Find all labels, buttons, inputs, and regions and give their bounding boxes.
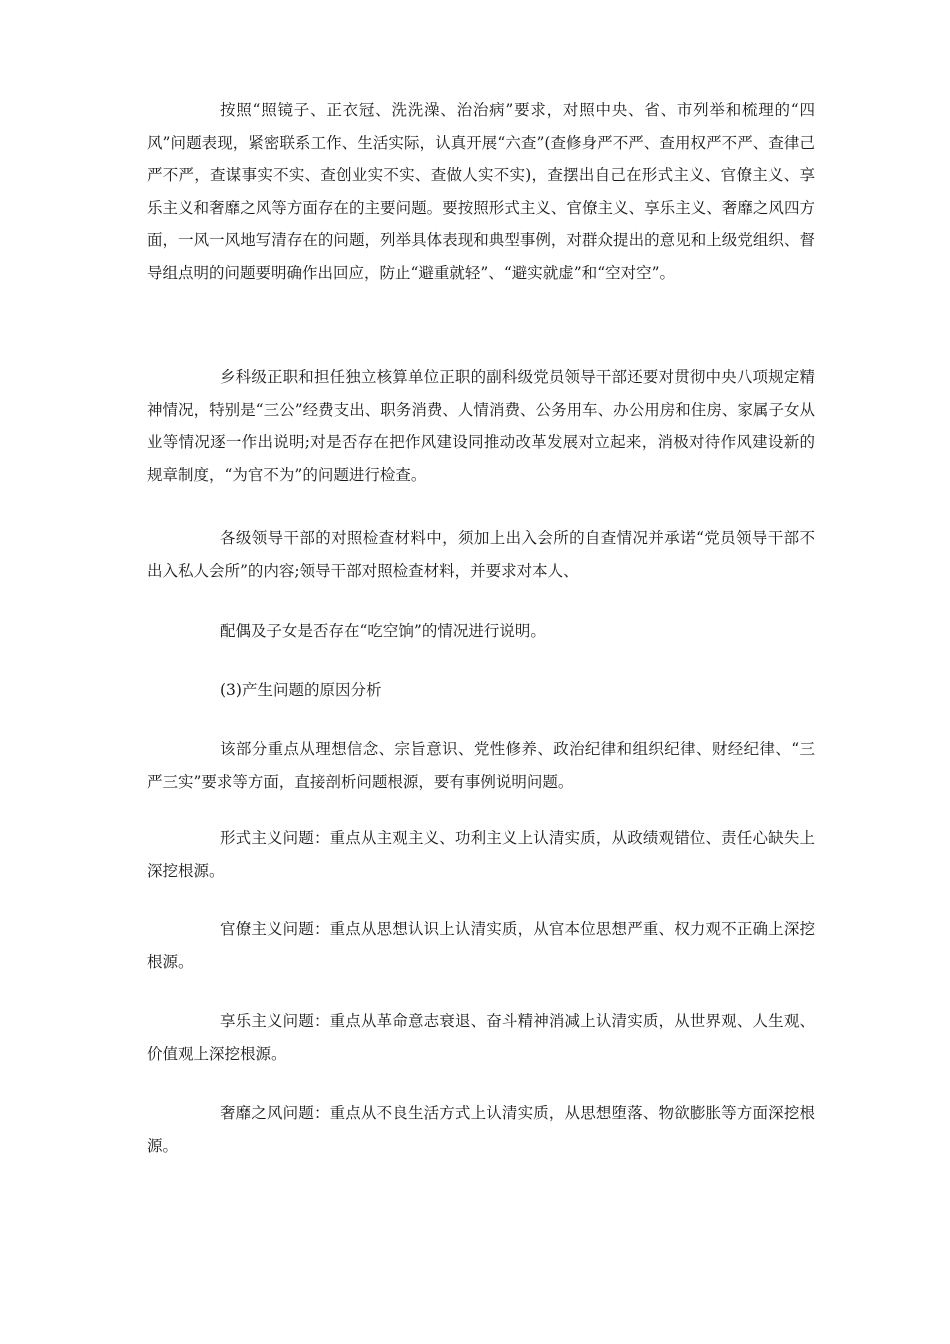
paragraph-four-winds-review: 按照“照镜子、正衣冠、洗洗澡、治治病”要求，对照中央、省、市列举和梳理的“四风”问题表现，紧密联系工作、生活实际，认真开展“六查”(查修身严不严、查用权严不严、查律己严不严，查谋事实不实、查创业实不实、查做人实不实)，查摆出自己在形式主义、官僚主义、享乐主义和奢靡之风等方面存在的主要问题。要按照形式主义、官僚主义、享乐主义、奢靡之风四方面，一风一风地写清存在的问题，列举具体表现和典型事例，对群众提出的意见和上级党组织、督导组点明的问题要明确作出回应，防止“避重就轻”、“避实就虚”和“空对空”。 bbox=[147, 101, 815, 282]
paragraph-root-cause-overview: 该部分重点从理想信念、宗旨意识、党性修养、政治纪律和组织纪律、财经纪律、“三严三实”要求等方面，直接剖析问题根源，要有事例说明问题。 bbox=[147, 740, 815, 791]
paragraph-club-self-check: 各级领导干部的对照检查材料中，须加上出入会所的自查情况并承诺“党员领导干部不出入私人会所”的内容;领导干部对照检查材料，并要求对本人、 bbox=[147, 529, 815, 580]
section-heading-cause-analysis: (3)产生问题的原因分析 bbox=[220, 681, 382, 699]
paragraph-hedonism: 享乐主义问题：重点从革命意志衰退、奋斗精神消减上认清实质，从世界观、人生观、价值观上深挖根源。 bbox=[147, 1012, 815, 1063]
paragraph-spouse-children: 配偶及子女是否存在“吃空饷”的情况进行说明。 bbox=[220, 622, 546, 640]
paragraph-formalism: 形式主义问题：重点从主观主义、功利主义上认清实质，从政绩观错位、责任心缺失上深挖根源。 bbox=[147, 829, 815, 880]
paragraph-extravagance: 奢靡之风问题：重点从不良生活方式上认清实质，从思想堕落、物欲膨胀等方面深挖根源。 bbox=[147, 1104, 815, 1155]
paragraph-bureaucratism: 官僚主义问题：重点从思想认识上认清实质，从官本位思想严重、权力观不正确上深挖根源。 bbox=[147, 920, 815, 971]
paragraph-cadre-explanation: 乡科级正职和担任独立核算单位正职的副科级党员领导干部还要对贯彻中央八项规定精神情况，特别是“三公”经费支出、职务消费、人情消费、公务用车、办公用房和住房、家属子女从业等情况逐一作出说明;对是否存在把作风建设同推动改革发展对立起来，消极对待作风建设新的规章制度，“为官不为”的问题进行检查。 bbox=[147, 368, 815, 484]
